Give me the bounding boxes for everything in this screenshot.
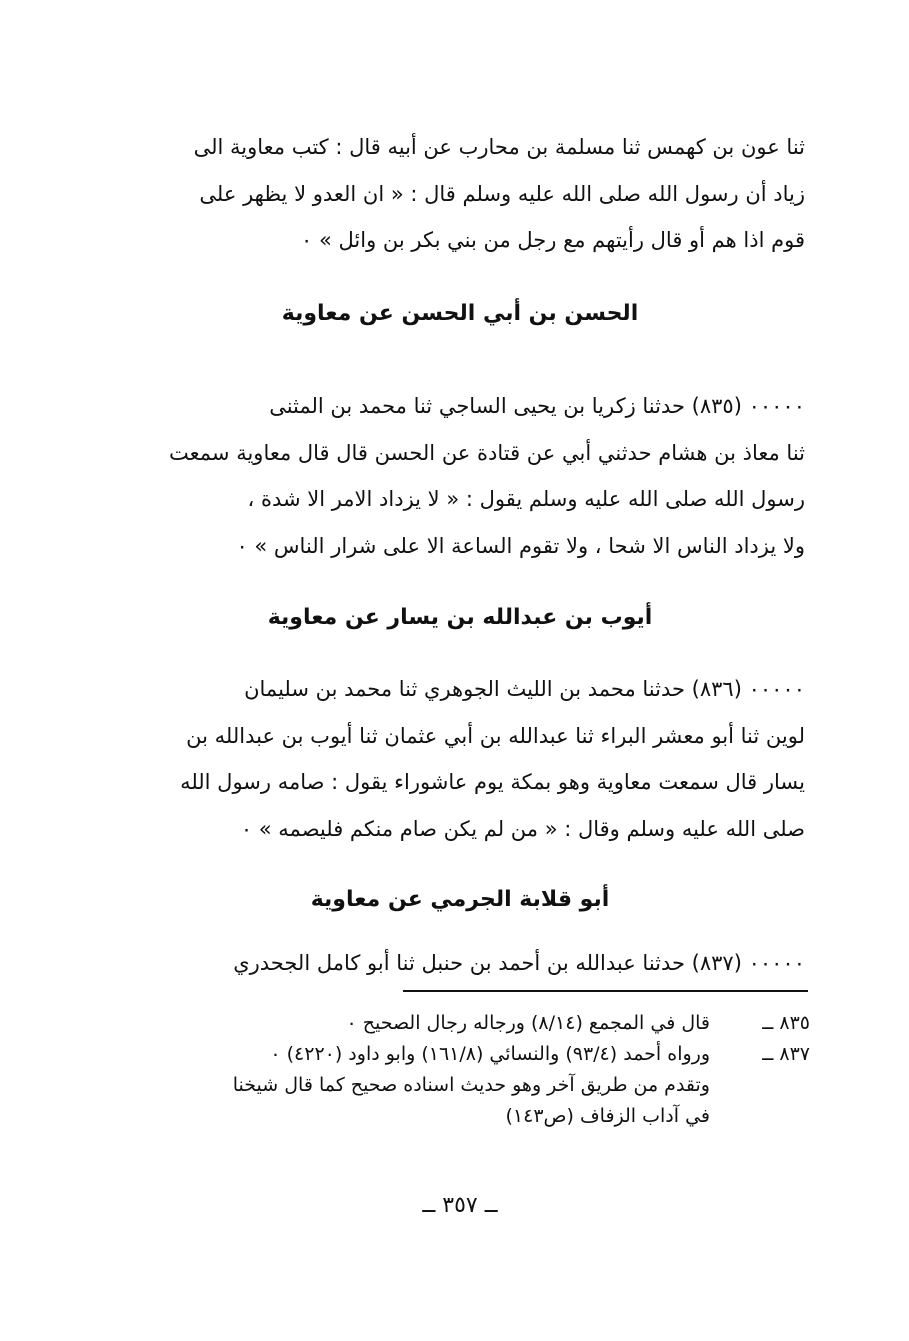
page-number: ــ ٣٥٧ ــ <box>422 1193 498 1218</box>
text-line: رسول الله صلى الله عليه وسلم يقول : « لا يزداد الامر الا شدة ، <box>247 487 805 511</box>
footnote-body <box>300 1008 710 1039</box>
text-line: ٠٠٠٠٠ (٨٣٧) حدثنا عبدالله بن أحمد بن حنبل ثنا أبو كامل الجحدري <box>233 951 805 975</box>
text-line: ثنا عون بن كهمس ثنا مسلمة بن محارب عن أبيه قال : كتب معاوية الى <box>193 135 805 159</box>
text-line: زياد أن رسول الله صلى الله عليه وسلم قال : « ان العدو لا يظهر على <box>199 181 805 206</box>
text-line: ٠٠٠٠٠ (٨٣٦) حدثنا محمد بن الليث الجوهري ثنا محمد بن سليمان <box>244 677 805 701</box>
footnote-line: ورواه أحمد (٩٣/٤) والنسائي (١٦١/٨) وابو داود (٤٢٢٠) ٠ <box>270 1043 710 1065</box>
footnotes <box>100 1008 810 1132</box>
text-line: لوين ثنا أبو معشر البراء ثنا عبدالله بن أبي عثمان ثنا أيوب بن عبدالله بن <box>186 723 805 748</box>
text-line: صلى الله عليه وسلم وقال : « من لم يكن صام منكم فليصمه » ٠ <box>240 816 805 841</box>
footnote-835 <box>100 1008 810 1039</box>
text-line: قوم اذا هم أو قال رأيتهم مع رجل من بني بكر بن وائل » ٠ <box>301 228 805 252</box>
footnote-separator <box>403 990 808 992</box>
footnote-line: قال في المجمع (٨/١٤) ورجاله رجال الصحيح ٠ <box>346 1012 710 1034</box>
text-line: ثنا معاذ بن هشام حدثني أبي عن قتادة عن الحسن قال قال معاوية سمعت <box>169 440 805 465</box>
footnote-body <box>233 1039 710 1132</box>
text-line: يسار قال سمعت معاوية وهو بمكة يوم عاشوراء يقول : صامه رسول الله <box>180 770 805 794</box>
section-heading: أيوب بن عبدالله بن يسار عن معاوية <box>267 605 653 630</box>
text-line: ٠٠٠٠٠ (٨٣٥) حدثنا زكريا بن يحيى الساجي ثنا محمد بن المثنى <box>269 394 805 418</box>
hadith-836 <box>100 666 805 852</box>
footnote-line: في آداب الزفاف (ص١٤٣) <box>505 1105 710 1127</box>
section-heading: أبو قلابة الجرمي عن معاوية <box>310 887 610 912</box>
footnote-number: ٨٣٥ ــ <box>762 1012 810 1034</box>
footnote-line: وتقدم من طريق آخر وهو حديث اسناده صحيح كما قال شيخنا <box>232 1074 710 1096</box>
footnote-number: ٨٣٧ ــ <box>762 1043 810 1065</box>
paragraph-continuation <box>100 124 805 264</box>
hadith-837 <box>100 940 805 987</box>
section-heading: الحسن بن أبي الحسن عن معاوية <box>281 301 639 326</box>
footnote-837 <box>100 1039 810 1132</box>
hadith-835 <box>100 383 805 569</box>
text-line: ولا يزداد الناس الا شحا ، ولا تقوم الساعة الا على شرار الناس » ٠ <box>236 533 805 558</box>
